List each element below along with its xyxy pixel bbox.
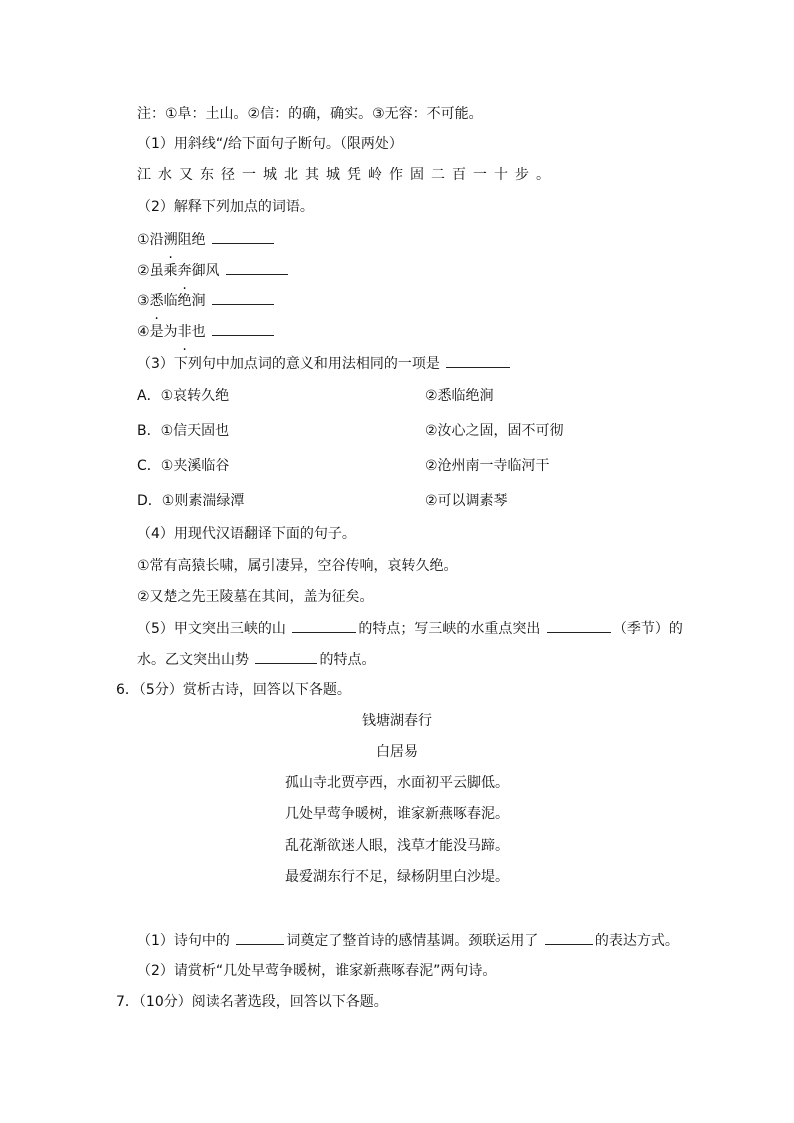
dotted-word: 悉 [149, 293, 164, 309]
poem-line-1: 孤山寺北贾亭西，水面初平云脚低。 [285, 775, 509, 791]
q2-label: （2）解释下列加点的词语。 [137, 199, 314, 215]
q2-item-4: ④是为非也 [137, 321, 276, 342]
q6-sub2: （2）请赏析“几处早莺争暖树，谁家新燕啄春泥”两句诗。 [137, 963, 497, 979]
q3-option-b[interactable]: B．①信天固也 ②汝心之固，固不可彻 [137, 423, 564, 439]
answer-blank[interactable] [255, 649, 317, 664]
q4-label: （4）用现代汉语翻译下面的句子。 [137, 526, 356, 542]
notes-line: 注：①阜：土山。②信：的确，确实。③无容：不可能。 [137, 106, 483, 122]
q2-item-3: ③悉临绝涧 [137, 290, 276, 311]
poem-title: 钱塘湖春行 [362, 713, 432, 729]
answer-blank[interactable] [292, 618, 356, 633]
answer-blank[interactable] [212, 321, 274, 336]
q4-sentence-1: ①常有高猿长啸，属引凄异，空谷传响，哀转久绝。 [137, 558, 458, 574]
answer-blank[interactable] [226, 260, 288, 275]
poem-author: 白居易 [376, 744, 418, 760]
q7-header: 7．（10分）阅读名著选段，回答以下各题。 [116, 994, 388, 1010]
q5-line-2: 水。乙文突出山势 的特点。 [137, 649, 375, 670]
poem-line-3: 乱花渐欲迷人眼，浅草才能没马蹄。 [285, 838, 509, 854]
q4-sentence-2: ②又楚之先王陵墓在其间，盖为征矣。 [137, 589, 374, 605]
answer-blank[interactable] [547, 618, 611, 633]
q2-item-1: ①沿溯阻绝 [137, 229, 276, 250]
answer-blank[interactable] [212, 290, 274, 305]
poem-line-2: 几处早莺争暖树，谁家新燕啄春泥。 [285, 806, 509, 822]
answer-blank[interactable] [236, 930, 284, 945]
q2-item-2: ②虽乘奔御风 [137, 260, 290, 281]
dotted-word: 非 [177, 324, 192, 340]
answer-blank[interactable] [212, 229, 274, 244]
poem-line-4: 最爱湖东行不足，绿杨阴里白沙堤。 [285, 869, 509, 885]
q3-option-a[interactable]: A．①哀转久绝 ②悉临绝涧 [137, 388, 494, 404]
q5-line-1: （5）甲文突出三峡的山 的特点；写三峡的水重点突出 （季节）的 [137, 618, 683, 639]
q1-label: （1）用斜线“/给下面句子断句。（限两处） [137, 136, 403, 152]
q6-sub1: （1）诗句中的 词奠定了整首诗的感情基调。颈联运用了 的表达方式。 [137, 930, 679, 951]
q3-label: （3）下列句中加点词的意义和用法相同的一项是 [137, 353, 512, 374]
q6-header: 6．（5分）赏析古诗，回答以下各题。 [116, 682, 351, 698]
q3-option-d[interactable]: D．①则素湍绿潭 ②可以调素琴 [137, 493, 508, 509]
dotted-word: 奔 [177, 263, 192, 279]
q1-sentence: 江水又东径一城北其城凭岭作固二百一十步。 [137, 167, 557, 183]
answer-blank[interactable] [446, 353, 510, 368]
dotted-word: 溯 [163, 232, 178, 248]
answer-blank[interactable] [545, 930, 593, 945]
q3-option-c[interactable]: C．①夹溪临谷 ②沧州南一寺临河干 [137, 458, 550, 474]
